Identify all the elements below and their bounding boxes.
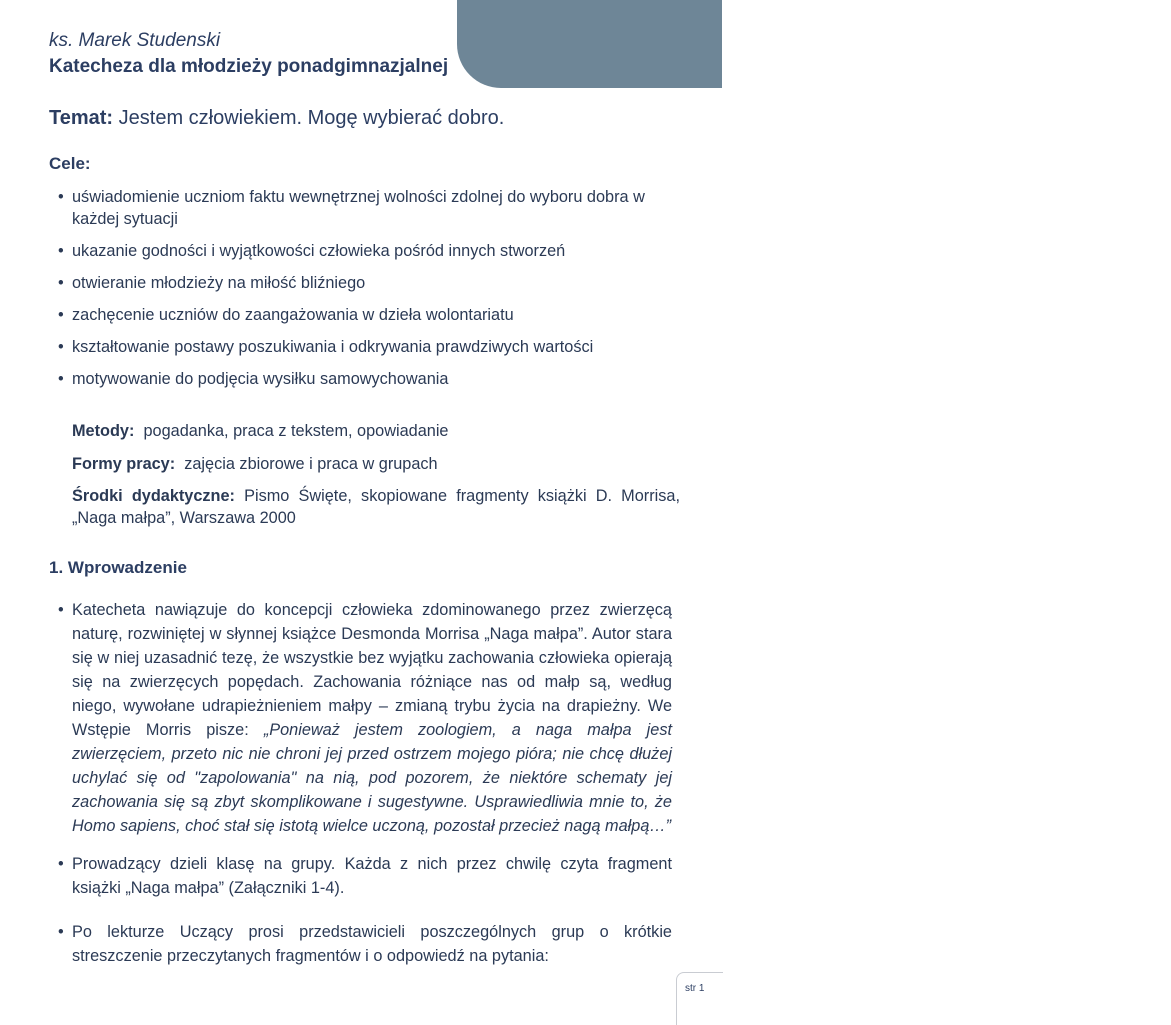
- methods-text: pogadanka, praca z tekstem, opowiadanie: [143, 422, 449, 440]
- goals-list: [58, 186, 678, 400]
- work-forms: [72, 453, 680, 475]
- teaching-aids: [72, 485, 680, 529]
- series-banner: [457, 0, 1156, 88]
- teaching-aids-text: Pismo Święte, skopiowane fragmenty książki D. Morrisa, „Naga małpa”, Warszawa 2000: [72, 487, 680, 527]
- paragraph-text: Katecheta nawiązuje do koncepcji człowieka zdominowanego przez zwierzęcą naturę, rozwiniętej w słynnej książce Desmonda Morrisa „Naga małpa”. Autor stara się w niej uzasadnić tezę, że wszystkie bez wyjątku zachowania człowieka opierają się na zwierzęcych popędach. Zachowania różniące nas od małp są, według niego, wywołane udrapieżnieniem małpy – zmianą trybu życia na drapieżny. We Wstępie Morris pisze:: [72, 601, 672, 739]
- topic-label: Temat:: [49, 107, 114, 129]
- morris-quote: „Ponieważ jestem zoologiem, a naga małpa jest zwierzęciem, przeto nic nie chroni jej przed ostrzem mojego pióra; nie chcę dłużej uchylać się od "zapolowania" na nią, pod pozorem, że niektóre schematy jej zachowania się są zbyt skomplikowane i sugestywne. Usprawiedliwia mnie to, że Homo sapiens, choć stał się istotą wielce uczoną, pozostał przecież nagą małpą…”: [72, 721, 672, 835]
- goals-heading: Cele:: [49, 154, 91, 173]
- topic-text: Jestem człowiekiem. Mogę wybierać dobro.: [118, 107, 505, 129]
- section-heading: 1. Wprowadzenie: [49, 558, 187, 577]
- list-item: • motywowanie do podjęcia wysiłku samowychowania: [58, 368, 678, 390]
- teaching-aids-label: Środki dydaktyczne:: [72, 487, 235, 505]
- paragraph-groups: Prowadzący dzieli klasę na grupy. Każda z nich przez chwilę czyta fragment książki „Naga małpa” (Załączniki 1-4).: [72, 855, 672, 897]
- page-number: str 1: [685, 983, 705, 994]
- list-item: • zachęcenie uczniów do zaangażowania w dzieła wolontariatu: [58, 304, 678, 326]
- series-line: /dla katechetów/: [1021, 50, 1109, 64]
- methods-label: Metody:: [72, 422, 135, 440]
- document-title: Katecheza dla młodzieży ponadgimnazjalnej: [49, 56, 449, 77]
- series-title: [1021, 12, 1171, 66]
- work-forms-text: zajęcia zbiorowe i praca w grupach: [184, 455, 438, 473]
- list-item: • uświadomienie uczniom faktu wewnętrznej wolności zdolnej do wyboru dobra w każdej sytuacji: [58, 186, 678, 230]
- paragraph-summary: Po lekturze Uczący prosi przedstawicieli poszczególnych grup o krótkie streszczenie przeczytanych fragmentów i o odpowiedź na pytania:: [72, 923, 672, 965]
- bullet: •: [58, 855, 64, 873]
- roman-numeral-three-logo: [954, 10, 1012, 66]
- bullet: •: [58, 923, 64, 941]
- list-item: • otwieranie młodzieży na miłość bliźniego: [58, 272, 678, 294]
- series-line: Katechezy o wychowaniu: [1021, 14, 1156, 28]
- paragraph-introduction: [72, 598, 672, 838]
- series-line: dla dzieci i młodzieży: [1021, 32, 1135, 46]
- page-number-tab: [676, 972, 723, 1025]
- list-item: • kształtowanie postawy poszukiwania i odkrywania prawdziwych wartości: [58, 336, 678, 358]
- list-item: • ukazanie godności i wyjątkowości człowieka pośród innych stworzeń: [58, 240, 678, 262]
- topic: [49, 107, 504, 130]
- methods: [72, 420, 680, 442]
- bullet: •: [58, 601, 64, 619]
- author: ks. Marek Studenski: [49, 30, 221, 51]
- work-forms-label: Formy pracy:: [72, 455, 176, 473]
